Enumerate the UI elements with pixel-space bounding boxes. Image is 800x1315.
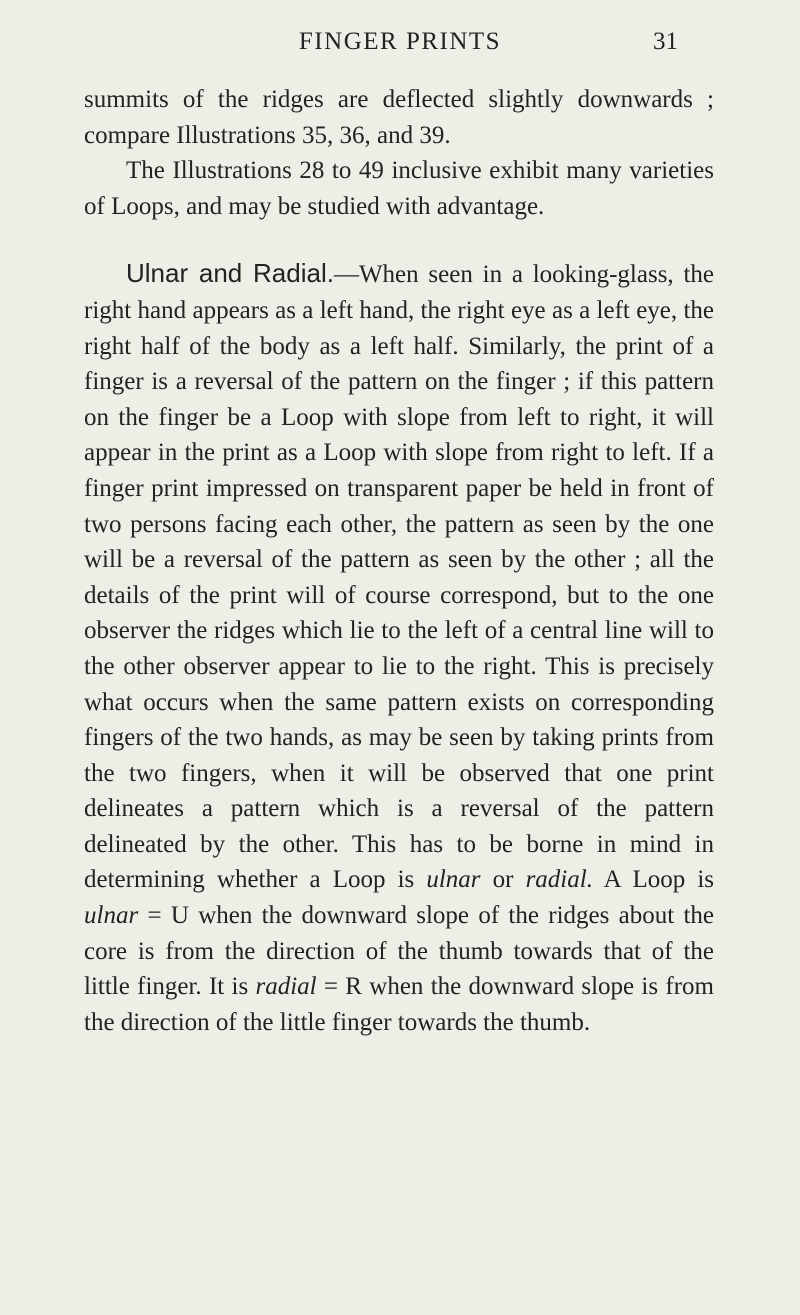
paragraph-text-or: or bbox=[480, 866, 526, 894]
paragraph-text-loop: A Loop is bbox=[592, 866, 714, 894]
section-heading: Ulnar and Radial. bbox=[126, 258, 334, 289]
running-title: FINGER PRINTS bbox=[298, 28, 502, 55]
running-head bbox=[0, 14, 800, 54]
paragraph-text-radial-definition: = R when the downward slope is from the direction of the little finger towards the thumb. bbox=[84, 973, 714, 1036]
term-radial-definition: radial bbox=[255, 973, 317, 1001]
paragraph-text: —When seen in a looking-glass, the right hand appears as a left hand, the right eye as a left eye, the right half of the body as a left half. Similarly, the print of a finger is a reversal of the pattern on the finger ; if this pattern on the finger be a Loop with slope from left to right, it will appear in the print as a Loop with slope from right to left. If a finger print impressed on transparent paper be held in front of two persons facing each other, the pattern as seen by the one will be a reversal of the pattern as seen by the other ; all the details of the print will of course correspond, but to the one observer the ridges which lie to the left of a central line will to the other observer appear to lie to the right. This is precisely what occurs when the same pattern exists on corresponding fingers of the two hands, as may be seen by taking prints from the two fingers, when it will be observed that one print delineates a pattern which is a reversal of the pattern delineated by the other. This has to be borne in mind in determining whether a Loop is bbox=[84, 261, 715, 894]
paragraph-illustrations: The Illustrations 28 to 49 inclusive exhibit many varieties of Loops, and may be studied with advantage. bbox=[84, 157, 714, 220]
term-ulnar-definition: ulnar bbox=[84, 902, 139, 930]
page-number: 31 bbox=[653, 28, 678, 55]
paragraph-ulnar-radial bbox=[84, 256, 714, 1040]
paragraph-text-ulnar-definition: = U when the downward slope of the ridges about the core is from the direction of the thumb towards that of the little finger. It is bbox=[84, 902, 714, 1001]
body-text bbox=[84, 82, 714, 1040]
term-ulnar: ulnar bbox=[426, 866, 481, 894]
paragraph-spacer bbox=[84, 224, 714, 256]
paragraph-continuation: summits of the ridges are deflected slightly downwards ; compare Illustrations 35, 36, and 39. bbox=[84, 86, 714, 149]
term-radial: radial. bbox=[525, 866, 593, 894]
